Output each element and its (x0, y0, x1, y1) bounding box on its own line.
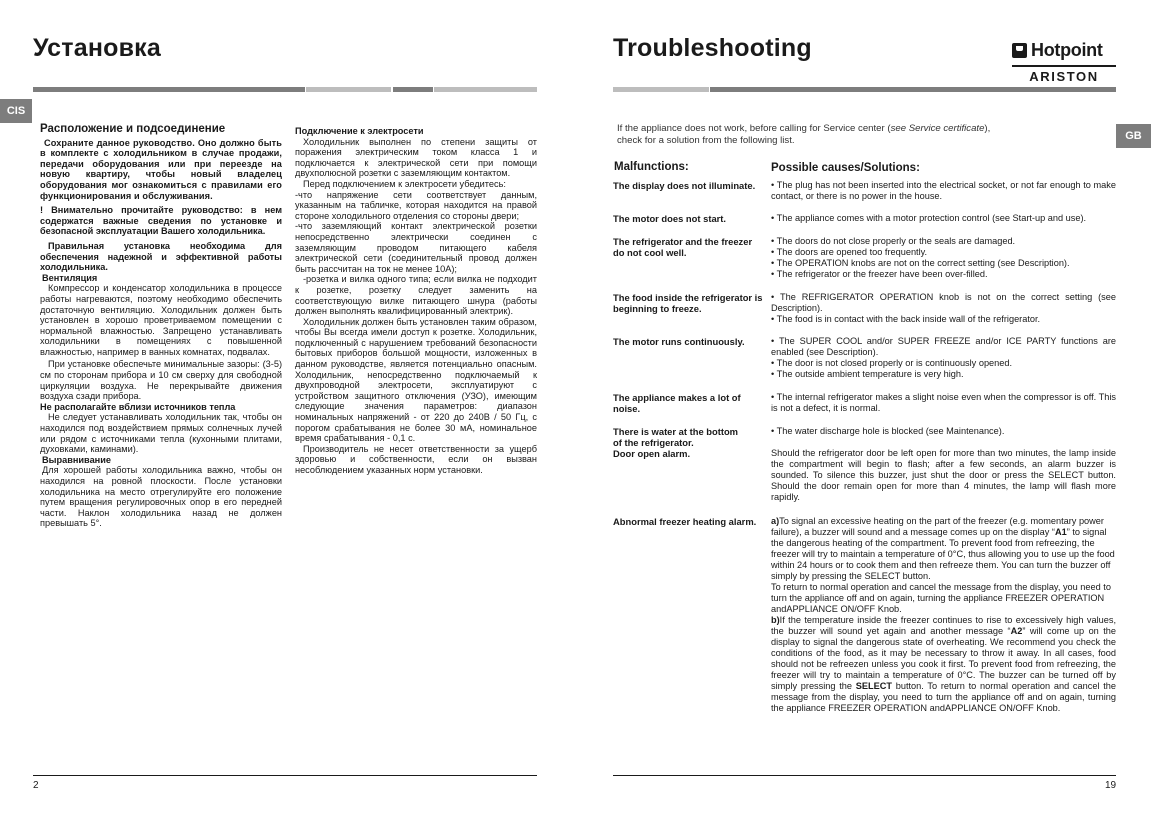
electric-heading: Подключение к электросети (295, 126, 424, 136)
right-footer-rule (613, 775, 1116, 776)
left-column-1 (40, 124, 282, 529)
alarm-code-a1: A1 (1054, 527, 1067, 537)
cause-item: • The outside ambient temperature is very high. (771, 369, 964, 379)
cause-list (771, 213, 1116, 224)
electric-paragraph-7: Производитель не несет ответственности за ущерб здоровью и собственности, если он вызван несоблюдением указанных норм установки. (295, 443, 537, 475)
alarm-code-a2: A2 (1010, 626, 1023, 636)
causes-header: Possible causes/Solutions: (771, 162, 920, 174)
cause-item: • The water discharge hole is blocked (see Maintenance). (771, 426, 1005, 436)
heat-paragraph: Не следует устанавливать холодильник так, чтобы он находился под воздействием прямых солнечных лучей или рядом с источниками тепла (кухонными плитами, духовками, каминами). (40, 412, 282, 455)
cause-item: • The door is not closed properly or is continuously opened. (771, 358, 1013, 368)
brand-name: Hotpoint (1031, 40, 1103, 60)
alarm-a-text-3: To return to normal operation and cancel the message from the display, you need to turn the appliance off and on again, turning the appliance FREEZER OPERATION andAPPLIANCE ON/OFF Knob. (771, 582, 1111, 614)
cause-item: Should the refrigerator door be left open for more than two minutes, the lamp inside the compartment will begin to flash; after a few seconds, an alarm buzzer is sounded. To silence this buzzer, just shut the door or press the SELECT button. Should the door remain open for more than 4 minutes, the lamp will flash more rapidly. (771, 448, 1116, 502)
troubleshooting-intro (617, 123, 1097, 146)
left-footer-rule (33, 775, 537, 776)
cause-list (771, 180, 1116, 202)
electric-paragraph-1: Холодильник выполнен по степени защиты от поражения электрическим током класса 1 и подключается к электрической сети при помощи двухполюсной розетки с заземляющим контактом. (295, 136, 537, 179)
electric-paragraph-5: -розетка и вилка одного типа; если вилка не подходит к розетке, розетку следует заменить на соответствующую вилке питающего шнура (работы должен выполнять квалифицированный электрик). (295, 274, 537, 317)
malfunction-label: The motor runs continuously. (613, 336, 745, 347)
left-header-bar-light-end (434, 87, 537, 92)
malfunction-label: The appliance makes a lot of noise. (613, 392, 741, 414)
malfunctions-header: Malfunctions: (614, 161, 689, 173)
electric-paragraph-3: -что напряжение сети соответствует данным, указанным на табличке, которая находится на правой стороне холодильного отделения со стороны двери; (295, 189, 537, 221)
warning-text: ! Внимательно прочитайте руководство: в нем содержатся важные сведения по установке и безопасной эксплуатации Вашего холодильника. (40, 205, 282, 237)
malfunction-abnormal-heating: Abnormal freezer heating alarm. (613, 516, 757, 527)
hotpoint-ariston-logo (1012, 40, 1116, 84)
malfunction-label: The display does not illuminate. (613, 180, 756, 191)
cause-item: • The plug has not been inserted into the electrical socket, or not far enough to make contact, or there is no power in the house. (771, 180, 1116, 201)
select-button-ref: SELECT (855, 681, 892, 691)
abnormal-heating-causes (771, 516, 1116, 714)
malfunction-label: Door open alarm. (613, 448, 691, 459)
intro-bold: Сохраните данное руководство. Оно должно быть в комплекте с холодильником в случае продажи, передачи оборудования или при переезде на новую квартиру, чтобы новый владелец оборудования мог ознакомиться с правилами его функционирования и обслуживания. (40, 137, 282, 201)
alarm-a-text-1: To signal an excessive heating on the part of the freezer (e.g. momentary power failure), a buzzer will sound and a message comes up on the display “ (771, 516, 1104, 537)
malfunction-label: There is water at the bottom of the refrigerator. (613, 426, 739, 448)
electric-paragraph-4: -что заземляющий контакт электрической розетки непосредственно электрически соединен с заземляющим проводом питающего кабеля электрической сети (соединительный провод должен быть рассчитан на ток не менее 10А); (295, 221, 537, 274)
ventilation-paragraph-1: Компрессор и конденсатор холодильника в процессе работы нагреваются, поэтому необходимо обеспечить достаточную вентиляцию. Холодильник должен быть установлен в хорошо проветриваемом помещении с нормальной влажностью. Запрещено устанавливать холодильники в помещениях с повышенной влажностью, например в ванных комнатах, подвалах. (40, 283, 282, 357)
correct-install-text: Правильная установка необходима для обеспечения надежной и эффективной работы холодильника. (40, 240, 282, 273)
left-header-bar (33, 87, 305, 92)
malfunction-label: The motor does not start. (613, 213, 727, 224)
level-paragraph: Для хорошей работы холодильника важно, чтобы он находился на ровной плоскости. После установки холодильника на место отрегулируйте его положение путем вращения регулировочных опор в его передней части. Наклон холодильника назад не должен превышать 5°. (40, 465, 282, 529)
alarm-b-text-2: ” will come up on the display to signal the dangerous state of overheating. We recommend you check the conditions of the food, as it may be necessary to throw it away. In all cases, food should not be refreezen unless you cook it first. To prevent food from refreezing, the freezer will try to maintain a temperature of 0°C. The buzzer can be turned off by simply pressing the (771, 626, 1116, 691)
right-page-number: 19 (1105, 780, 1117, 791)
alarm-a-label: a) (771, 516, 780, 526)
alarm-a-text-2: ” to signal the dangerous heating of the compartment. To prevent food from refreezing, the freezer will try to maintain a temperature of 0°C, thus allowing you to use up the food within 24 hours or to cook them and then refreeze them. You can turn the buzzer off simply by pressing the SELECT button. (771, 527, 1115, 581)
cause-item: • The SUPER COOL and/or SUPER FREEZE and/or ICE PARTY functions are enabled (see Description). (771, 336, 1116, 357)
intro-text-line2: check for a solution from the following list. (617, 134, 795, 146)
cause-item: • The food is in contact with the back inside wall of the refrigerator. (771, 314, 1041, 324)
cause-list (771, 426, 1116, 437)
malfunction-label: The food inside the refrigerator is beginning to freeze. (613, 292, 763, 314)
ventilation-heading: Вентиляция (42, 272, 98, 283)
cause-list (771, 392, 1116, 414)
cause-item: • The OPERATION knobs are not on the correct setting (see Description). (771, 258, 1070, 268)
cause-item: • The doors are opened too frequently. (771, 247, 928, 257)
level-heading: Выравнивание (42, 454, 111, 465)
intro-text-em: see Service certificate (890, 123, 985, 134)
heat-heading: Не располагайте вблизи источников тепла (40, 401, 236, 412)
cause-item: • The REFRIGERATOR OPERATION knob is not on the correct setting (see Description). (771, 292, 1116, 313)
cause-item: • The refrigerator or the freezer have been over-filled. (771, 269, 988, 279)
cause-item: • The doors do not close properly or the seals are damaged. (771, 236, 1016, 246)
logo-divider (1012, 65, 1116, 67)
left-page-number: 2 (33, 780, 39, 791)
brand-sub: ARISTON (1029, 69, 1099, 84)
cause-list (771, 292, 1116, 325)
right-page-title: Troubleshooting (613, 34, 812, 62)
cis-language-tab: CIS (0, 99, 32, 123)
gb-language-tab: GB (1116, 124, 1151, 148)
right-header-bar (710, 87, 1116, 92)
cause-list (771, 236, 1116, 280)
intro-text-a: If the appliance does not work, before calling for Service center ( (617, 123, 891, 134)
ventilation-paragraph-2: При установке обеспечьте минимальные зазоры: (3-5) см по сторонам прибора и 10 см сверху для свободной циркуляции воздуха. Не перекрывайте движения воздуха сзади прибора. (40, 359, 282, 402)
hotpoint-mark-icon (1012, 43, 1027, 58)
cause-item: • The internal refrigerator makes a slight noise even when the compressor is off. This is not a defect, it is normal. (771, 392, 1116, 413)
left-column-2 (295, 126, 537, 476)
electric-paragraph-2: Перед подключением к электросети убедитесь: (303, 178, 506, 189)
section-title: Расположение и подсоединение (40, 123, 226, 135)
cause-list (771, 448, 1116, 503)
alarm-b-text-1: If the temperature inside the freezer continues to rise to excessively high values, the buzzer will sound yet again and another message “ (771, 615, 1116, 636)
intro-text-b: ), (984, 123, 991, 134)
alarm-b-text-3: button. To return to normal operation and cancel the message from the display, you need to turn the appliance off and on again, turning the appliance FREEZER OPERATION andAPPLIANCE ON/OFF Knob. (771, 681, 1116, 713)
electric-paragraph-6: Холодильник должен быть установлен таким образом, чтобы Вы всегда имели доступ к розетке. Холодильник, подключенный с нарушением требований безопасности бытовых приборов большой мощности, изложенных в данном руководстве, является потенциально опасным. Холодильник, непосредственно подключаемый к двухпроводной электросети, эксплуатируют с устройством защитного отключения (УЗО), имеющим следующие значения параметров: диапазон номинальных напряжений - от 220 до 240В / 50 Гц, с порогом срабатывания не более 30 мА, номинальное время срабатывания - 0,1 с. (295, 316, 537, 444)
cause-list (771, 336, 1116, 380)
left-header-bar-mid (393, 87, 433, 92)
cause-item: • The appliance comes with a motor protection control (see Start-up and use). (771, 213, 1087, 223)
alarm-b-label: b) (771, 615, 780, 625)
right-header-bar-light (613, 87, 709, 92)
left-page-title: Установка (33, 34, 161, 62)
left-header-bar-light (306, 87, 391, 92)
malfunction-label: The refrigerator and the freezer do not cool well. (613, 236, 753, 258)
